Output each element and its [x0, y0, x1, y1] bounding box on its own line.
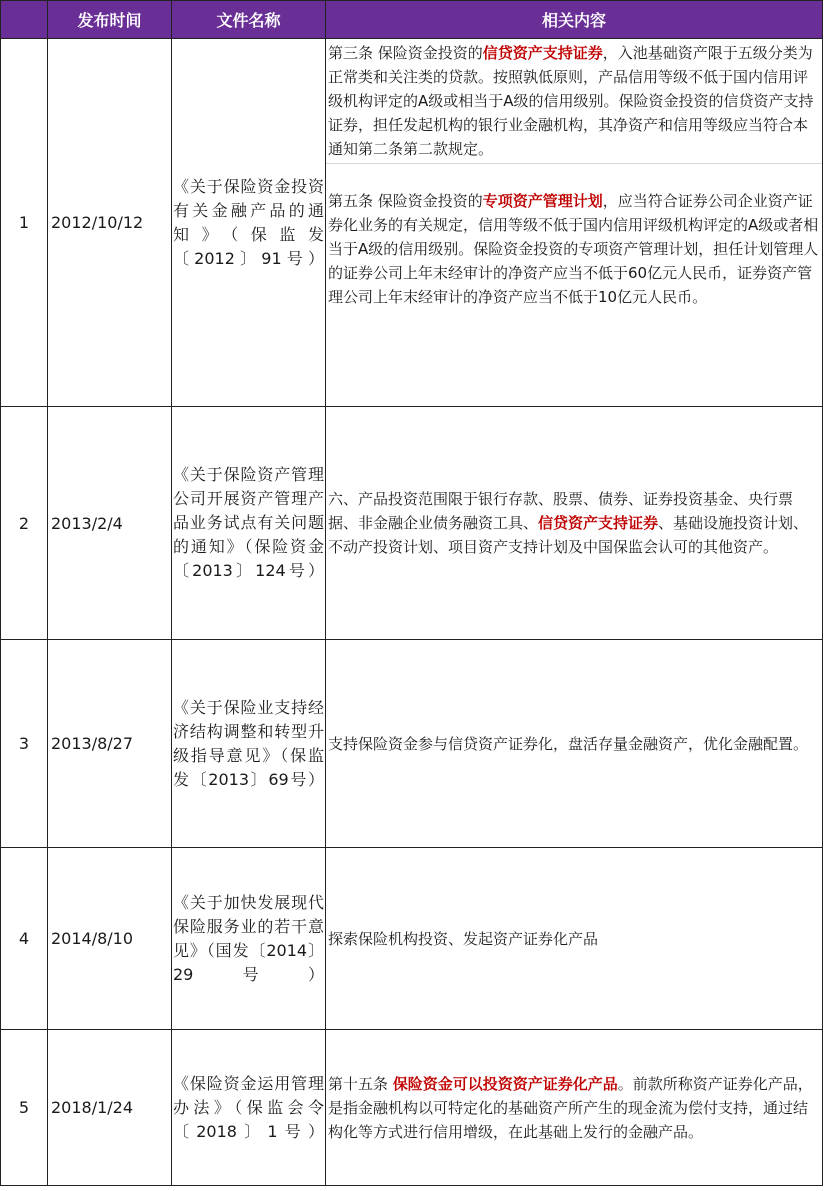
content-text: 、基础设施投资计划、不动产投资计划、项目资产支持计划及中国保监会认可的其他资产。: [328, 514, 809, 556]
content-text: 探索保险机构投资、发起资产证券化产品: [328, 929, 599, 948]
row-title: 《保险资金运用管理办法》（保监会令〔2018〕1号）: [172, 1030, 326, 1186]
row-number: 4: [1, 848, 48, 1030]
row-date: 2013/8/27: [48, 640, 172, 848]
table-row: [1, 640, 823, 848]
row-content: [326, 640, 823, 848]
row-number: 2: [1, 407, 48, 640]
row-number: 1: [1, 39, 48, 407]
row-content: [326, 1030, 823, 1186]
highlight-text: 保险资金可以投资资产证券化产品: [392, 1074, 618, 1093]
row-content: [326, 39, 823, 407]
highlight-text: 信贷资产支持证券: [538, 514, 659, 532]
row-title: 《关于保险业支持经济结构调整和转型升级指导意见》（保监发〔2013〕69号）: [172, 640, 326, 848]
table-header-row: [1, 1, 823, 39]
content-text: 支持保险资金参与信贷资产证券化，盘活存量金融资产，优化金融配置。: [328, 734, 809, 753]
content-text: 第十五条: [328, 1074, 393, 1093]
highlight-text: 专项资产管理计划: [482, 192, 603, 210]
row-date: 2014/8/10: [48, 848, 172, 1030]
header-title: 文件名称: [172, 1, 326, 39]
content-paragraph: [328, 39, 820, 163]
table-row: [1, 848, 823, 1030]
header-index: [1, 1, 48, 39]
header-date: 发布时间: [48, 1, 172, 39]
content-text: ，入池基础资产限于五级分类为正常类和关注类的贷款。按照孰低原则，产品信用等级不低于国内信用评级机构评定的A级或相当于A级的信用级别。保险资金投资的信贷资产支持证券，担任发起机构的银行业金融机构，其净资产和信用等级应当符合本通知第二条第二款规定。: [328, 44, 814, 158]
content-text: 。前款所称资产证券化产品，是指金融机构以可特定化的基础资产所产生的现金流为偿付支持，通过结构化等方式进行信用增级，在此基础上发行的金融产品。: [328, 1074, 813, 1141]
highlight-text: 信贷资产支持证券: [482, 44, 603, 62]
row-date: 2013/2/4: [48, 407, 172, 640]
content-text: 六、产品投资范围限于银行存款、股票、债券、证券投资基金、央行票据、非金融企业债务融资工具、: [328, 490, 794, 532]
table-row: [1, 39, 823, 407]
row-title: 《关于加快发展现代保险服务业的若干意见》（国发〔2014〕29号）: [172, 848, 326, 1030]
row-content: [326, 848, 823, 1030]
row-number: 5: [1, 1030, 48, 1186]
row-title: 《关于保险资金投资有关金融产品的通知》（保监发〔2012〕91号）: [172, 39, 326, 407]
content-text: 第三条 保险资金投资的: [328, 44, 483, 62]
row-date: 2012/10/12: [48, 39, 172, 407]
content-paragraph: [328, 164, 820, 335]
header-content: 相关内容: [326, 1, 823, 39]
row-title: 《关于保险资产管理公司开展资产管理产品业务试点有关问题的通知》（保险资金〔2013〕124号）: [172, 407, 326, 640]
row-date: 2018/1/24: [48, 1030, 172, 1186]
row-number: 3: [1, 640, 48, 848]
content-text: ，应当符合证券公司企业资产证券化业务的有关规定，信用等级不低于国内信用评级机构评定的A级或者相当于A级的信用级别。保险资金投资的专项资产管理计划，担任计划管理人的证券公司上年末经审计的净资产应当不低于60亿元人民币，证券资产管理公司上年末经审计的净资产应当不低于10亿元人民币。: [328, 192, 819, 306]
table-row: [1, 407, 823, 640]
content-text: 第五条 保险资金投资的: [328, 192, 483, 210]
table-row: [1, 1030, 823, 1186]
row-content: [326, 407, 823, 640]
